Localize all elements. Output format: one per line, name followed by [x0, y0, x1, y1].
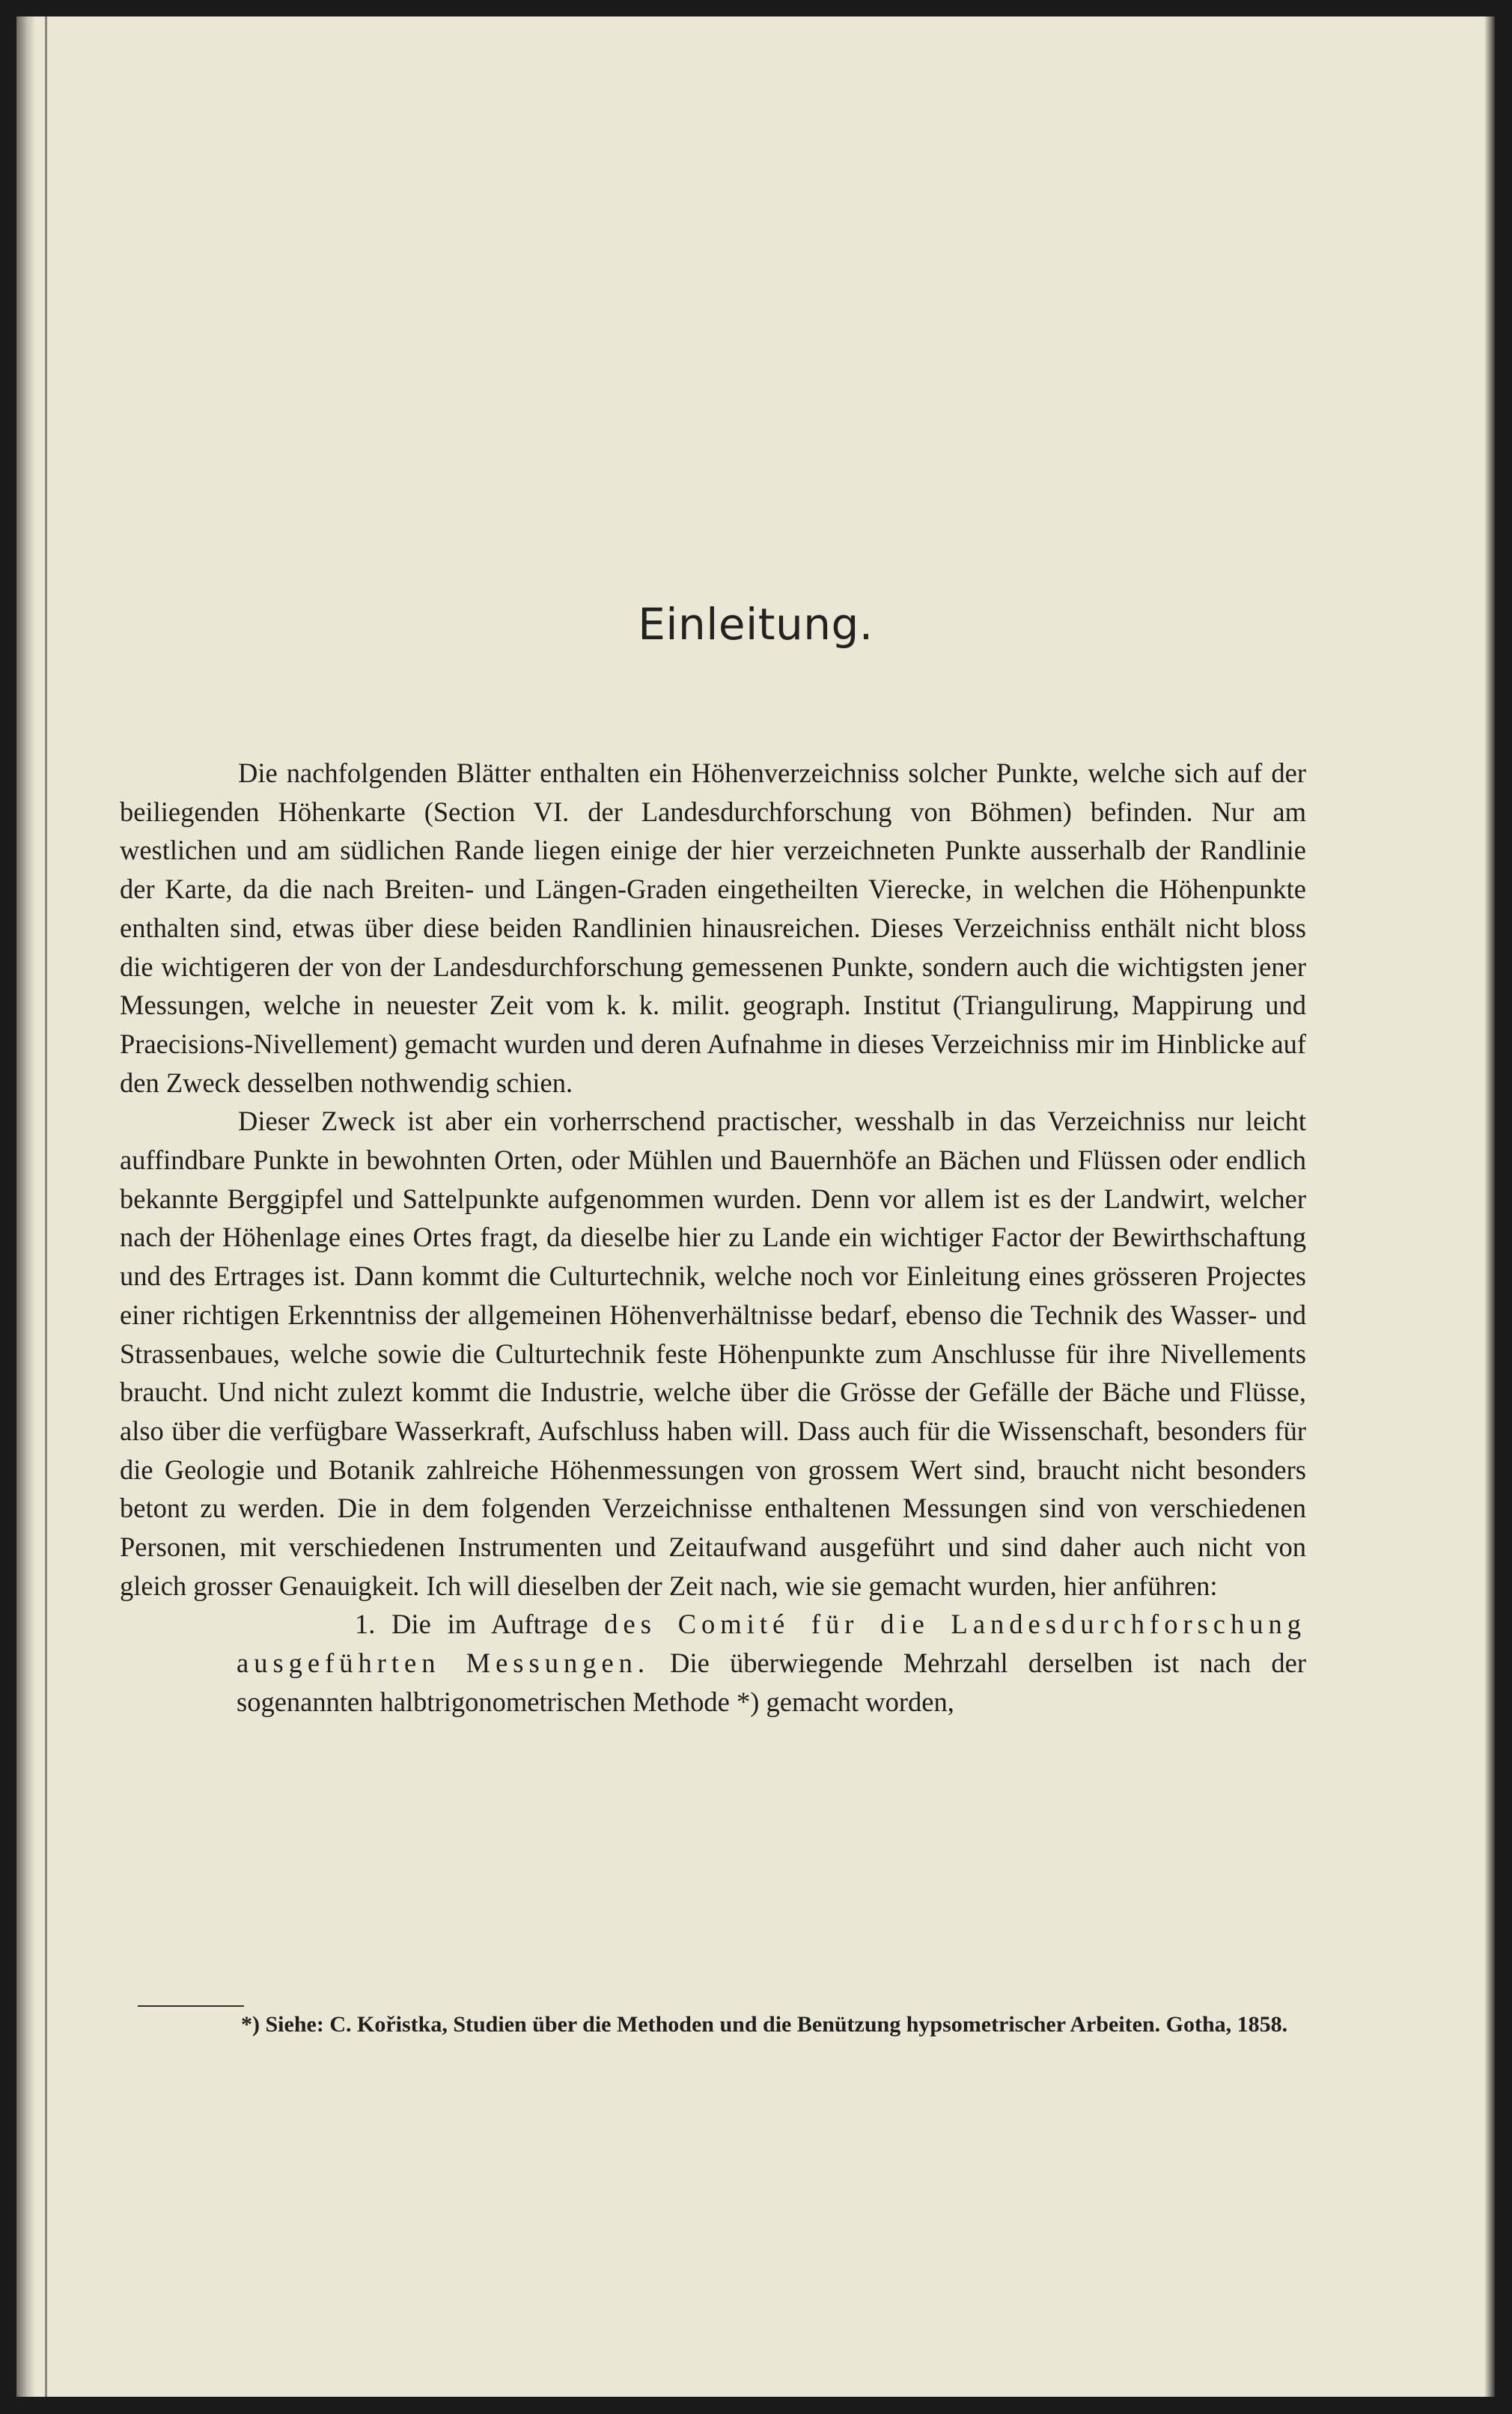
- paragraph-2: Dieser Zweck ist aber ein vorherrschend practischer, wesshalb in das Verzeichniss nur leicht auffindbare Punkte in bewohnten Orten, oder Mühlen und Bauernhöfe an Bächen und Flüssen oder endlich bekannte Berggipfel und Sattelpunkte aufgenommen wurden. Denn vor allem ist es der Landwirt, welcher nach der Höhenlage eines Ortes fragt, da dieselbe hier zu Lande ein wichtiger Factor der Bewirthschaftung und des Ertrages ist. Dann kommt die Culturtechnik, welche noch vor Einleitung eines grösseren Projectes einer richtigen Erkenntniss der allgemeinen Höhenverhältnisse bedarf, ebenso die Technik des Wasser- und Strassenbaues, welche sowie die Culturtechnik feste Höhenpunkte zum Anschlusse für ihre Nivellements braucht. Und nicht zulezt kommt die Industrie, welche über die Grösse der Gefälle der Bäche und Flüsse, also über die verfügbare Wasserkraft, Aufschluss haben will. Dass auch für die Wissenschaft, besonders für die Geologie und Botanik zahlreiche Höhenmessungen von grossem Wert sind, braucht nicht besonders betont zu werden. Die in dem folgenden Verzeichnisse enthaltenen Messungen sind von verschiedenen Personen, mit verschiedenen Instrumenten und Zeitaufwand ausgeführt und sind daher auch nicht von gleich grosser Genauigkeit. Ich will dieselben der Zeit nach, wie sie gemacht wurden, hier anführen:: [120, 1106, 1306, 1601]
- page-gutter-shadow: [16, 16, 36, 2397]
- page-title: Einleitung.: [638, 599, 874, 650]
- list-item-1: [120, 1605, 1306, 1721]
- list-item-lead: Die im Auftrage: [391, 1609, 588, 1640]
- list-item-number: 1.: [355, 1609, 376, 1640]
- page-gutter-line: [45, 16, 47, 2397]
- paragraph-1: Die nachfolgenden Blätter enthalten ein Höhenverzeichniss solcher Punkte, welche sich auf der beiliegenden Höhenkarte (Section VI. der Landesdurchforschung von Böhmen) befinden. Nur am westlichen und am südlichen Rande liegen einige der hier verzeichneten Punkte ausserhalb der Randlinie der Karte, da die nach Breiten- und Längen-Graden eingetheilten Vierecke, in welchen die Höhenpunkte enthalten sind, etwas über diese beiden Randlinien hinausreichen. Dieses Verzeichniss enthält nicht bloss die wichtigeren der von der Landesdurchforschung gemessenen Punkte, sondern auch die wichtigsten jener Messungen, welche in neuester Zeit vom k. k. milit. geograph. Institut (Triangulirung, Mappirung und Praecisions-Nivellement) gemacht wurden und deren Aufnahme in dieses Verzeichniss mir im Hinblicke auf den Zweck desselben nothwendig schien.: [120, 758, 1306, 1098]
- footnote: *) Siehe: C. Kořistka, Studien über die Methoden und die Benützung hypsometrischer Arbeiten. Gotha, 1858.: [241, 2012, 1288, 2037]
- list-item-rest: Die überwiegende Mehrzahl derselben ist nach der sogenannten halbtrigonometrischen Methode *) gemacht worden,: [237, 1648, 1306, 1717]
- page-edge-shadow: [1484, 16, 1495, 2397]
- list-item-spaced-text: des Comité für die Landesdurchforschung ausgeführten Messungen.: [237, 1609, 1307, 1679]
- footnote-divider: [138, 2005, 244, 2007]
- scanned-page: [16, 16, 1495, 2397]
- body-text: [120, 754, 1306, 1722]
